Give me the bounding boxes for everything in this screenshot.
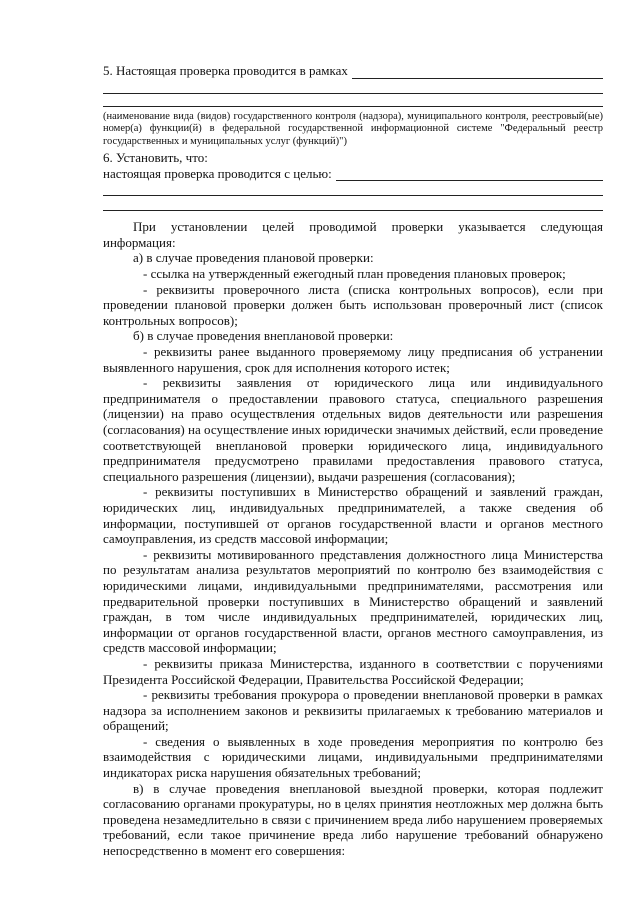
section-5-line [103,63,603,79]
item-a-title: а) в случае проведения плановой проверки: [133,250,374,266]
section-5-rule [103,79,603,94]
item-b-4: - реквизиты мотивированного представления должностного лица Министерства по результатам анализа результатов мероприятий по контролю без взаимодействия с юридическими лицами, индивидуальными предпринимателями, рассмотрения или предварительной проверки поступивших в Министерство обращений и заявлений граждан, в том числе индивидуальных предпринимателей, юридических лиц, информации от органов государственной власти, органов местного самоуправления, из средств массовой информации; [103,546,603,656]
section-5-note: (наименование вида (видов) государственного контроля (надзора), муниципального контроля, реестровый(ые) номер(а) функции(й) в федеральной государственной информационной системе "Федеральный реестр государственных и муниципальных услуг (функций)") [103,110,603,147]
item-b-6: - реквизиты требования прокурора о проведении внеплановой проверки в рамках надзора за исполнением законов и реквизиты прилагаемых к требованию материалов и обращений; [103,687,603,734]
section-6-label: настоящая проверка проводится с целью: [103,165,332,181]
item-b-1: - реквизиты ранее выданного проверяемому лицу предписания об устранении выявленного нарушения, срок для исполнения которого истек; [103,344,603,375]
item-b-3: - реквизиты поступивших в Министерство обращений и заявлений граждан, юридических лиц, индивидуальных предпринимателей, а также сведения об информации, поступившей от органов государственной власти и органов местного самоуправления, из средств массовой информации; [103,484,603,547]
section-6-blank [336,168,603,181]
section-6-line [103,166,603,182]
section-6-title: 6. Установить, что: [103,150,208,166]
item-b-7: - сведения о выявленных в ходе проведения мероприятия по контролю без взаимодействия с юридическими лицами, индивидуальными предпринимателями индикаторах риска нарушения обязательных требований; [103,733,603,781]
item-c-paragraph: в) в случае проведения внеплановой выездной проверки, которая подлежит согласованию органами прокуратуры, но в целях принятия неотложных мер должна быть проведена незамедлительно в связи с причинением вреда либо нарушением проверяемых требований, если такое причинение вреда либо нарушение требований обнаружено непосредственно в момент его совершения: [103,780,603,859]
intro-paragraph: При установлении целей проводимой проверки указывается следующая информация: [103,219,603,250]
item-b-2: - реквизиты заявления от юридического лица или индивидуального предпринимателя о предоставлении правового статуса, специального разрешения (лицензии) на право осуществления отдельных видов деятельности или разрешения (согласования) на осуществление иных юридически значимых действий, если проведение соответствующей внеплановой проверки юридического лица, индивидуального предпринимателя предусмотрено правилами предоставления правового статуса, специального разрешения (лицензии), выдачи разрешения (согласования); [103,375,603,484]
item-b-5: - реквизиты приказа Министерства, изданного в соответствии с поручениями Президента Российской Федерации, Правительства Российской Федерации; [103,655,603,687]
section-6-rule [103,181,603,196]
section-5-rule-2 [103,94,603,107]
section-6-rule-2 [103,196,603,211]
section-5-blank [352,66,603,79]
item-a-2: - реквизиты проверочного листа (списка контрольных вопросов), если при проведении плановой проверки должен быть использован проверочный лист (список контрольных вопросов); [103,281,603,328]
section-5-label: 5. Настоящая проверка проводится в рамках [103,63,348,78]
item-b-title: б) в случае проведения внеплановой проверки: [133,328,394,344]
document-body [103,63,603,859]
item-a-1: - ссылка на утвержденный ежегодный план проведения плановых проверок; [143,266,566,282]
